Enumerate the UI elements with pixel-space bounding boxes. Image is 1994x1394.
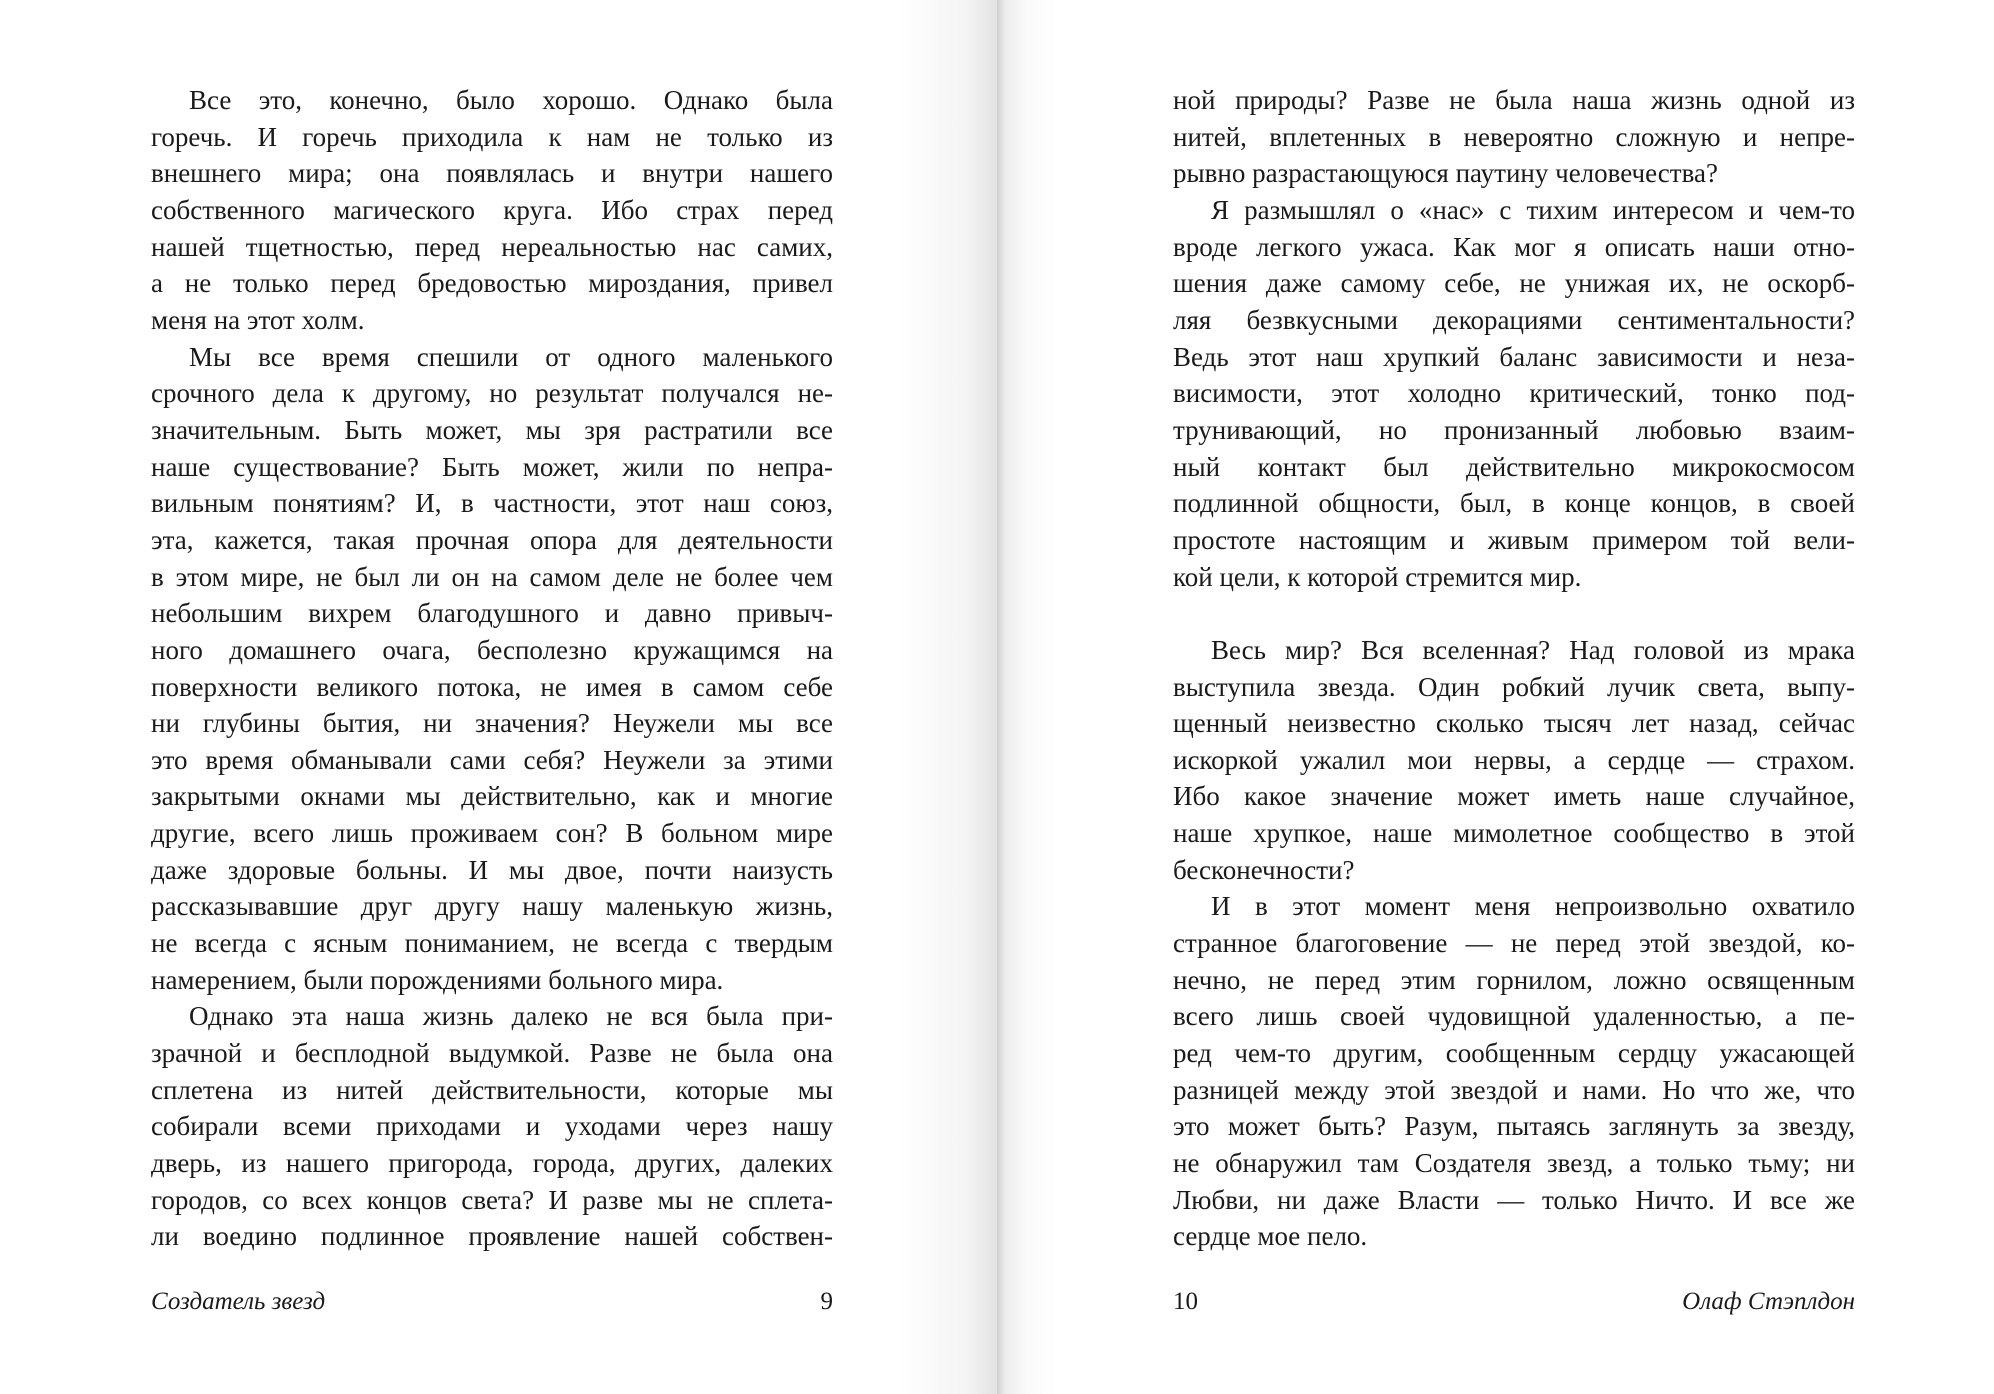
- text-line: эта, кажется, такая прочная опора для деятельности: [151, 524, 833, 555]
- text-line: Весь мир? Вся вселенная? Над головой из мрака: [1211, 634, 1855, 665]
- text-line: это время обманывали сами себя? Неужели за этими: [151, 744, 833, 775]
- text-line: выступила звезда. Один робкий лучик света, выпу-: [1173, 671, 1855, 702]
- text-line: а не только перед бредовостью мироздания, привел: [151, 268, 833, 299]
- text-line: наше существование? Быть может, жили по непра-: [151, 451, 833, 482]
- text-line: вроде легкого ужаса. Как мог я описать наши отно-: [1173, 231, 1855, 262]
- text-line: меня на этот холм.: [151, 304, 365, 335]
- text-line: нечно, не перед этим горнилом, ложно освященным: [1173, 964, 1855, 995]
- right-page: [997, 0, 1994, 1394]
- text-line: это может быть? Разум, пытаясь заглянуть за звезду,: [1173, 1111, 1855, 1142]
- left-page-footer: [151, 1288, 833, 1316]
- paragraph: [151, 82, 833, 339]
- paragraph: [1173, 632, 1855, 889]
- text-line: сплетена из нитей действительности, которые мы: [151, 1074, 833, 1105]
- text-line: нашей тщетностью, перед нереальностью нас самих,: [151, 231, 833, 262]
- text-line: странное благоговение — не перед этой звездой, ко-: [1173, 928, 1855, 959]
- text-line: трунивающий, но пронизанный любовью взаим-: [1173, 414, 1855, 445]
- text-line: небольшим вихрем благодушного и давно привыч-: [151, 598, 833, 629]
- text-line: сердце мое пело.: [1173, 1221, 1368, 1252]
- paragraph: [1173, 82, 1855, 192]
- text-line: не всегда с ясным пониманием, не всегда с твердым: [151, 928, 833, 959]
- text-line: Все это, конечно, было хорошо. Однако была: [189, 85, 833, 115]
- text-line: собирали всеми приходами и уходами через нашу: [151, 1111, 833, 1142]
- paragraph-spacer: [1173, 595, 1855, 632]
- text-line: ного домашнего очага, бесполезно кружащимся на: [151, 634, 833, 665]
- text-line: шения даже самому себе, не унижая их, не оскорб-: [1173, 268, 1855, 299]
- right-page-footer: [1173, 1288, 1855, 1316]
- text-line: намерением, были порождениями больного мира.: [151, 964, 724, 995]
- text-line: ни глубины бытия, ни значения? Неужели мы все: [151, 708, 833, 739]
- text-line: И в этот момент меня непроизвольно охватило: [1211, 891, 1855, 922]
- text-line: поверхности великого потока, не имея в самом себе: [151, 671, 833, 702]
- page-number: 10: [1173, 1288, 1198, 1315]
- page-number: 9: [820, 1288, 833, 1315]
- text-line: городов, со всех концов света? И разве мы не сплета-: [151, 1184, 833, 1215]
- text-line: подлинной общности, был, в конце концов, в своей: [1173, 488, 1855, 519]
- text-line: Мы все время спешили от одного маленького: [189, 341, 833, 372]
- text-line: значительным. Быть может, мы зря растратили все: [151, 414, 833, 445]
- text-line: Ибо какое значение может иметь наше случайное,: [1173, 781, 1855, 812]
- text-line: висимости, этот холодно критический, тонко под-: [1173, 378, 1855, 409]
- running-title: Олаф Стэплдон: [1682, 1288, 1855, 1315]
- paragraph: [151, 339, 833, 999]
- text-line: горечь. И горечь приходила к нам не только из: [151, 121, 833, 152]
- text-line: ред чем-то другим, сообщенным сердцу ужасающей: [1173, 1038, 1855, 1069]
- paragraph: [151, 998, 833, 1255]
- text-line: не обнаружил там Создателя звезд, а только тьму; ни: [1173, 1148, 1855, 1179]
- text-line: ли воедино подлинное проявление нашей собствен-: [151, 1221, 833, 1252]
- text-line: дверь, из нашего пригорода, города, других, далеких: [151, 1148, 833, 1179]
- text-line: закрытыми окнами мы действительно, как и многие: [151, 781, 833, 812]
- text-line: наше хрупкое, наше мимолетное сообщество в этой: [1173, 818, 1855, 849]
- text-line: всего лишь своей чудовищной удаленностью, а пе-: [1173, 1001, 1855, 1032]
- text-line: искоркой ужалил мои нервы, а сердце — страхом.: [1173, 744, 1855, 775]
- right-page-text: [1173, 82, 1855, 1255]
- text-line: собственного магического круга. Ибо страх перед: [151, 194, 833, 225]
- text-line: Однако эта наша жизнь далеко не вся была при-: [189, 1001, 833, 1032]
- text-line: простоте настоящим и живым примером той вели-: [1173, 524, 1855, 555]
- text-line: щенный неизвестно сколько тысяч лет назад, сейчас: [1173, 708, 1855, 739]
- text-line: рывно разрастающуюся паутину человечества?: [1173, 158, 1718, 189]
- text-line: нитей, вплетенных в невероятно сложную и непре-: [1173, 121, 1855, 152]
- text-line: ляя безвкусными декорациями сентиментальности?: [1173, 304, 1855, 335]
- text-line: рассказывавшие друг другу нашу маленькую жизнь,: [151, 891, 833, 922]
- text-line: Я размышлял о «нас» с тихим интересом и чем-то: [1211, 194, 1855, 225]
- text-line: ный контакт был действительно микрокосмосом: [1173, 451, 1855, 482]
- text-line: разницей между этой звездой и нами. Но что же, что: [1173, 1074, 1855, 1105]
- paragraph: [1173, 888, 1855, 1255]
- text-line: кой цели, к которой стремится мир.: [1173, 561, 1582, 592]
- text-line: срочного дела к другому, но результат получался не-: [151, 378, 833, 409]
- text-line: бесконечности?: [1173, 854, 1355, 885]
- paragraph: [1173, 192, 1855, 595]
- running-title: Создатель звезд: [151, 1288, 326, 1315]
- text-line: ной природы? Разве не была наша жизнь одной из: [1173, 85, 1855, 115]
- text-line: другие, всего лишь проживаем сон? В больном мире: [151, 818, 833, 849]
- text-line: Ведь этот наш хрупкий баланс зависимости и неза-: [1173, 341, 1855, 372]
- text-line: вильным понятиям? И, в частности, этот наш союз,: [151, 488, 833, 519]
- left-page-text: [151, 82, 833, 1255]
- text-line: в этом мире, не был ли он на самом деле не более чем: [151, 561, 833, 592]
- text-line: зрачной и бесплодной выдумкой. Разве не была она: [151, 1038, 833, 1069]
- text-line: внешнего мира; она появлялась и внутри нашего: [151, 158, 833, 189]
- text-line: даже здоровые больны. И мы двое, почти наизусть: [151, 854, 833, 885]
- text-line: Любви, ни даже Власти — только Ничто. И все же: [1173, 1184, 1855, 1215]
